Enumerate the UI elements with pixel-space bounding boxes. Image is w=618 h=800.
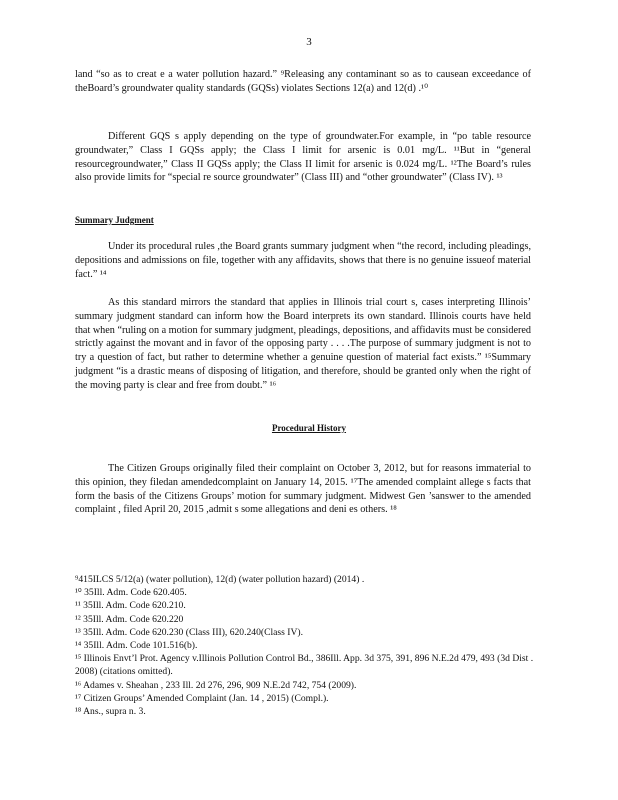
page-number: 3	[306, 36, 312, 48]
paragraph-gqs: Different GQS s apply depending on the type of groundwater.For example, in “po table resource groundwater,” Class I GQSs apply; the Class I limit for arsenic is 0.01 mg/L. ¹¹But in “general resourcegroundwater,” Class II GQSs apply; the Class II limit for arsenic is 0.024 mg/L. ¹²The Board’s rules also provide limits for “special re source groundwater” (Class III) and “other groundwater” (Class IV). ¹³	[75, 131, 531, 184]
footnote-12: ¹² 35Ill. Adm. Code 620.220	[75, 613, 184, 625]
footnote-18: ¹⁸ Ans., supra n. 3.	[75, 706, 146, 718]
paragraph-standard: As this standard mirrors the standard that applies in Illinois trial court s, cases interpreting Illinois’ summary judgment standard can inform how the Board interprets its own standard. Illinois courts have held that when “ruling on a motion for summary judgment, pleadings, depositions, and affidavits must be considered strictly against the movant and in favor of the opposing party . . . .The purpose of summary judgment is not to try a question of fact, but rather to determine whether a genuine question of material fact exists.” ¹⁵Summary judgment “is a drastic means of disposing of litigation, and therefore, should be granted only when the right of the moving party is clear and free from doubt.” ¹⁶	[75, 297, 531, 391]
paragraph-history: The Citizen Groups originally filed their complaint on October 3, 2012, but for reasons immaterial to this opinion, they filedan amendedcomplaint on January 14, 2015. ¹⁷The amended complaint allege s facts that form the basis of the Citizens Groups’ motion for summary judgment. Midwest Gen ’sanswer to the amended complaint , filed April 20, 2015 ,admit s some allegations and deni es others. ¹⁸	[75, 463, 531, 516]
footnote-13: ¹³ 35Ill. Adm. Code 620.230 (Class III), 620.240(Class IV).	[75, 626, 303, 638]
footnote-17: ¹⁷ Citizen Groups’ Amended Complaint (Jan. 14 , 2015) (Compl.).	[75, 692, 329, 704]
footnote-11: ¹¹ 35Ill. Adm. Code 620.210.	[75, 600, 186, 612]
footnote-16: ¹⁶ Adames v. Sheahan , 233 Ill. 2d 276, 296, 909 N.E.2d 742, 754 (2009).	[75, 679, 357, 691]
footnote-15: ¹⁵ Illinois Envt’l Prot. Agency v.Illinois Pollution Control Bd., 386Ill. App. 3d 375, 391, 896 N.E.2d 479, 493 (3d Dist . 2008) (citations omitted).	[75, 653, 534, 678]
footnote-10: ¹⁰ 35Ill. Adm. Code 620.405.	[75, 587, 187, 599]
footnotes	[75, 573, 535, 718]
heading-summary-judgment: Summary Judgment	[75, 215, 154, 225]
footnote-9: ⁹415ILCS 5/12(a) (water pollution), 12(d) (water pollution hazard) (2014) .	[75, 574, 365, 585]
heading-procedural-history: Procedural History	[271, 423, 347, 433]
paragraph-intro: land “so as to creat e a water pollution hazard.” ⁹Releasing any contaminant so as to causean exceedance of theBoard’s groundwater quality standards (GQSs) violates Sections 12(a) and 12(d) .¹⁰	[75, 69, 531, 94]
footnote-14: ¹⁴ 35Ill. Adm. Code 101.516(b).	[75, 640, 198, 652]
paragraph-procedural-rules: Under its procedural rules ,the Board grants summary judgment when “the record, including pleadings, depositions and admissions on file, together with any affidavits, shows that there is no genuine issueof material fact.” ¹⁴	[75, 241, 531, 280]
